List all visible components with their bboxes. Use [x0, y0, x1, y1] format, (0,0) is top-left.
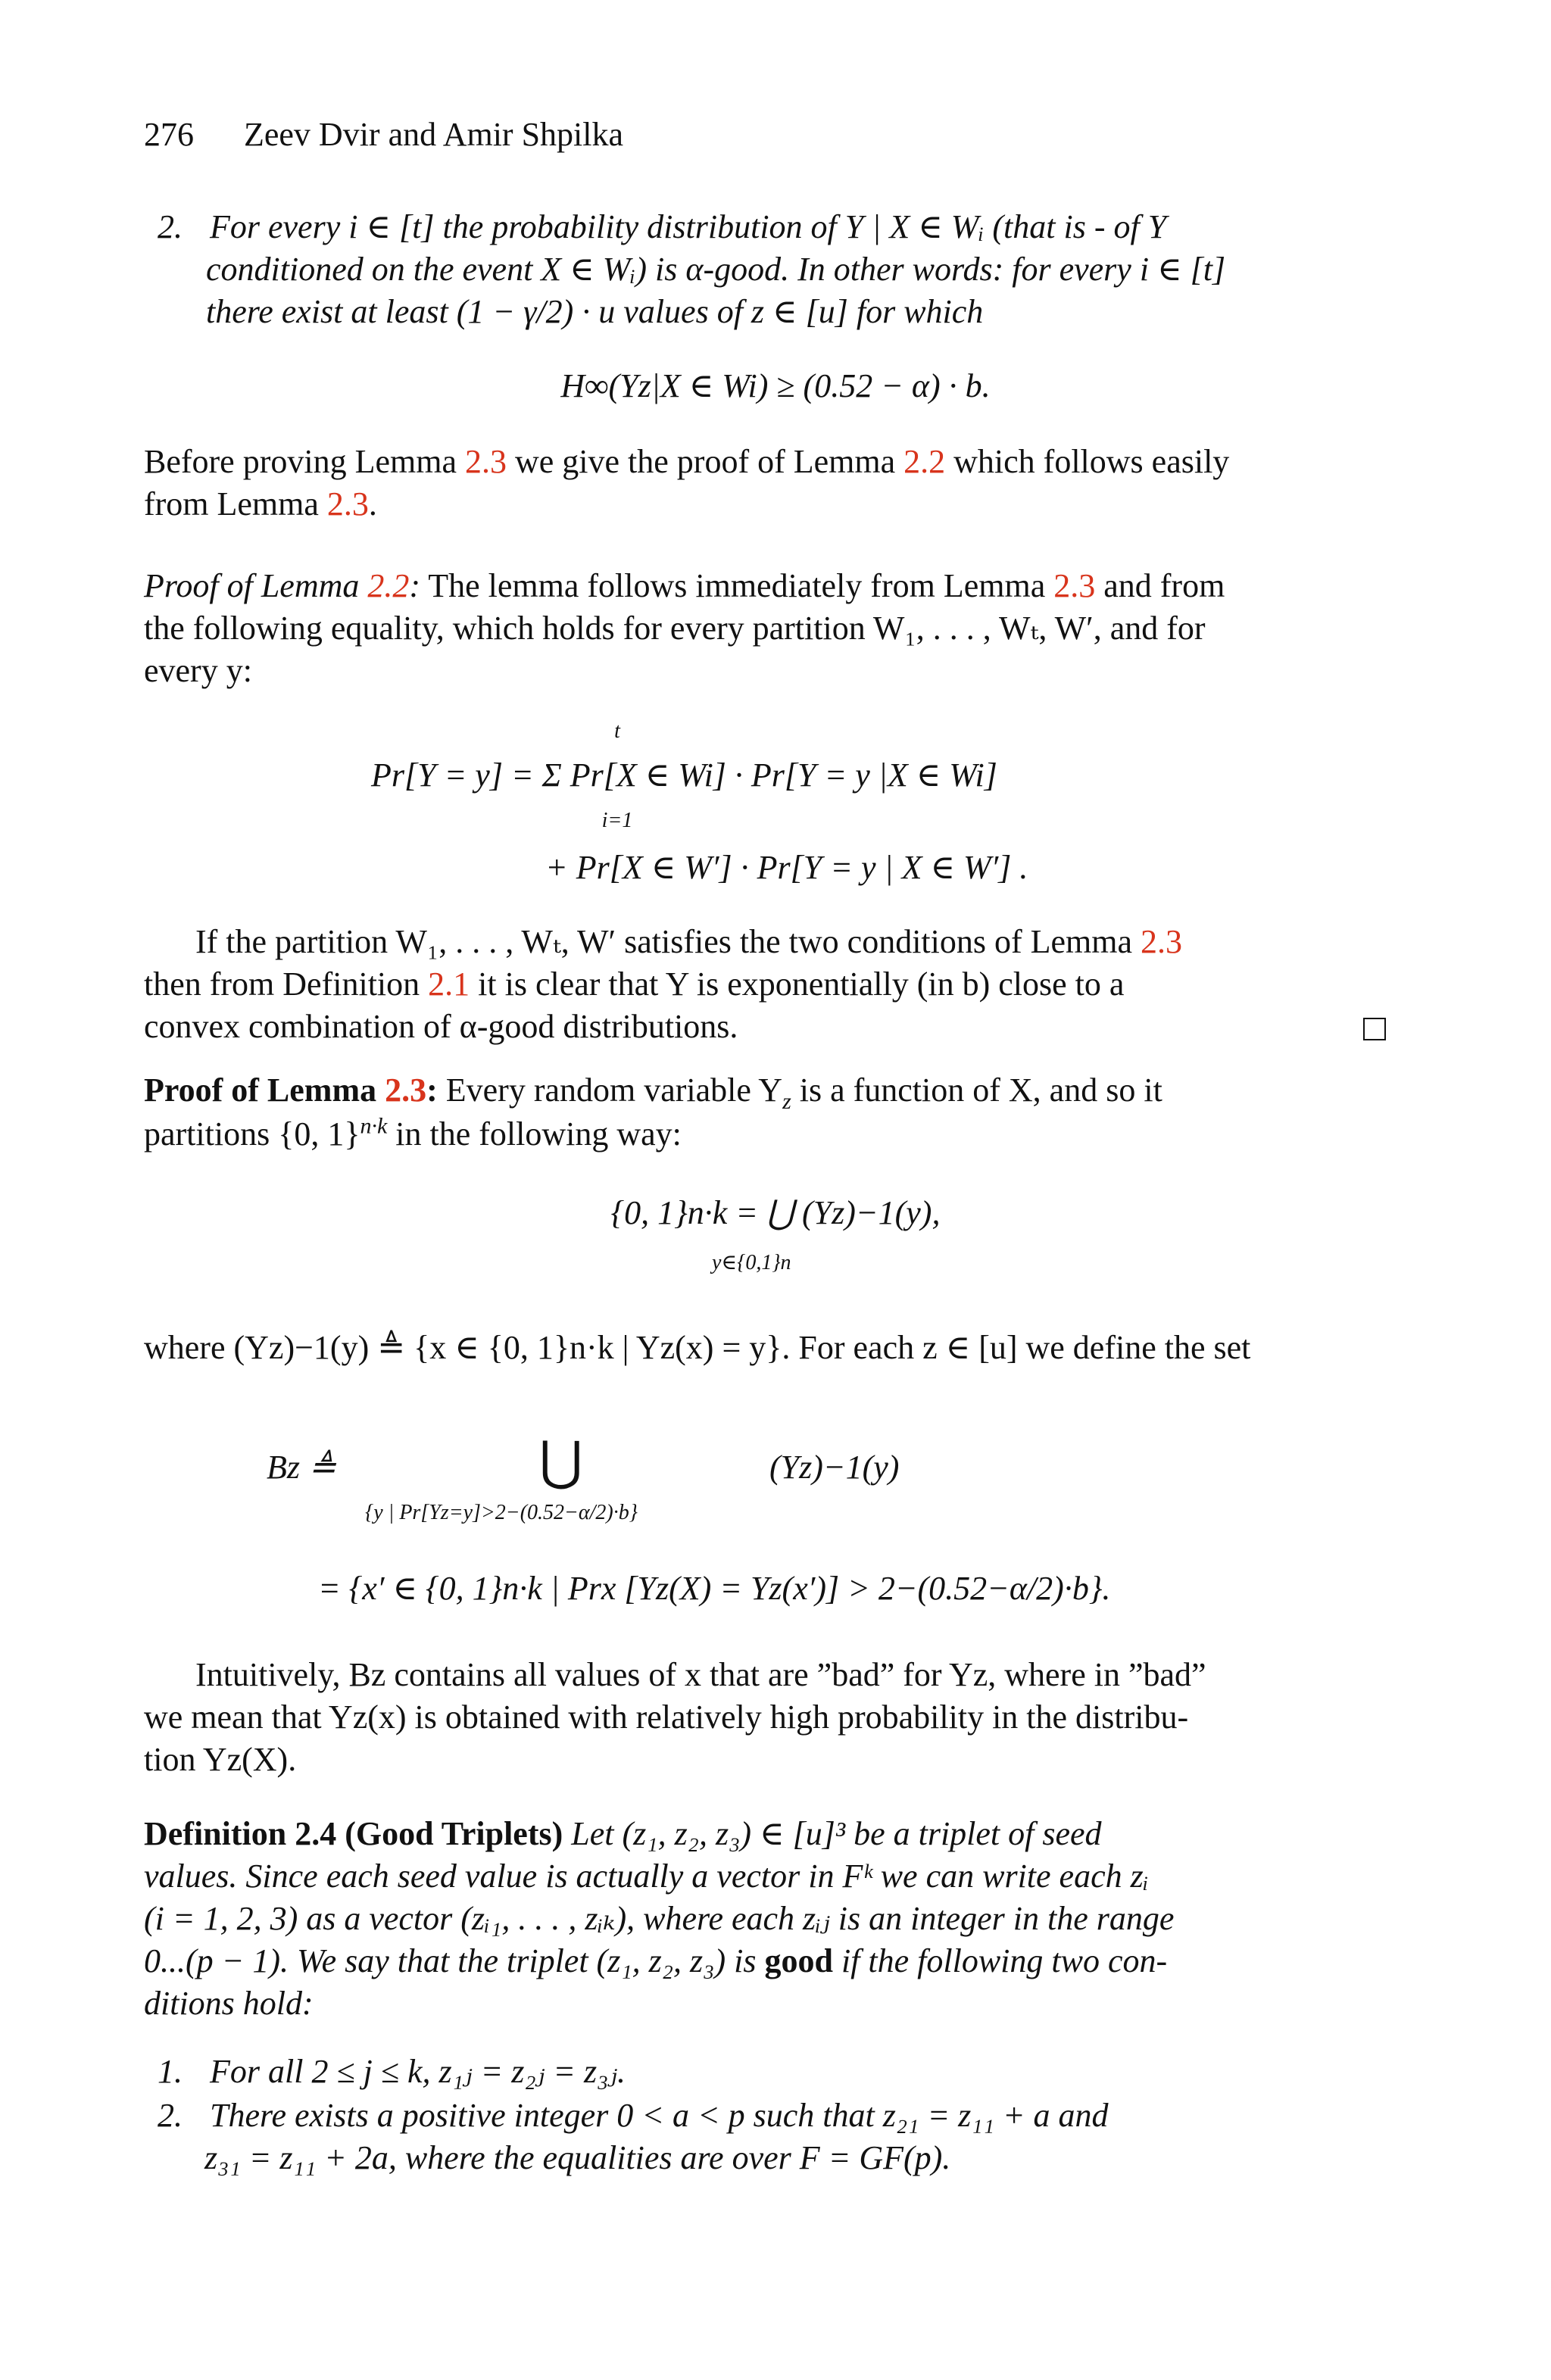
item2-formula	[0, 367, 1551, 405]
text-run: from Lemma	[144, 485, 327, 522]
definition-ref[interactable]: 2.1	[428, 965, 470, 1003]
where-line	[144, 1327, 1386, 1369]
text-run: Let (z₁, z₂, z₃) ∈ [u]³ be a triplet of seed	[571, 1815, 1102, 1852]
lemma-ref[interactable]: 2.3	[326, 485, 369, 522]
text-run: then from Definition	[144, 965, 429, 1003]
text-run: :	[409, 567, 421, 604]
sum-equation-line2: + Pr[X ∈ W′] · Pr[Y = y | X ∈ W′] .	[545, 849, 1028, 886]
sum-equation-line1: Pr[Y = y] = Σ Pr[X ∈ Wi] · Pr[Y = y |X ∈ Wi]	[371, 756, 997, 794]
condition-text: For all 2 ≤ j ≤ k, z₁ⱼ = z₂ⱼ = z₃ⱼ.	[210, 2053, 626, 2090]
partition-line3: convex combination of α-good distributions.	[144, 1008, 738, 1045]
intuition-line2: we mean that Yz(x) is obtained with relatively high probability in the distribu-	[144, 1698, 1189, 1736]
lemma-ref[interactable]: 2.3	[385, 1071, 427, 1109]
before-proving-line1	[144, 441, 1386, 483]
item2-line2: conditioned on the event X ∈ Wᵢ) is α-good. In other words: for every i ∈ [t]	[206, 251, 1226, 288]
text-run: and from	[1095, 567, 1225, 604]
proof23-heading: Proof of Lemma	[144, 1071, 385, 1109]
sum-equation	[371, 719, 1204, 886]
union-equation	[0, 1193, 1551, 1232]
partition-line1	[195, 921, 1437, 963]
qed-square	[1363, 1018, 1386, 1040]
condition-text: There exists a positive integer 0 < a < p such that z₂₁ = z₁₁ + a and	[210, 2097, 1109, 2134]
text-run: it is clear that Y is exponentially (in b) close to a	[470, 965, 1125, 1003]
running-title: Zeev Dvir and Amir Shpilka	[244, 116, 624, 153]
union-subscript: y∈{0,1}n	[712, 1251, 791, 1274]
proof22-heading: Proof of Lemma	[144, 567, 368, 604]
lemma-ref[interactable]: 2.3	[464, 443, 507, 480]
bz-union-index: {y | Pr[Yz=y]>2−(0.52−α/2)·b}	[365, 1501, 638, 1524]
item2-formula-text: H∞(Yz|X ∈ Wi) ≥ (0.52 − α) · b.	[560, 367, 991, 404]
text-run: in the following way:	[387, 1115, 682, 1153]
good-term: good	[764, 1942, 833, 1979]
text-run: if the following two con-	[832, 1942, 1168, 1979]
lemma-ref[interactable]: 2.2	[903, 443, 946, 480]
intuition-line1: Intuitively, Bz contains all values of x that are ”bad” for Yz, where in ”bad”	[195, 1656, 1206, 1693]
condition-number: 2.	[158, 2097, 183, 2134]
running-header	[144, 114, 1386, 156]
definition24-line4	[144, 1940, 1386, 1982]
proof23-line2	[144, 1113, 1386, 1156]
superscript: n·k	[360, 1113, 388, 1139]
text-run: :	[426, 1071, 438, 1109]
text-run: If the partition W₁, . . . , Wₜ, W′ satisfies the two conditions of Lemma	[195, 923, 1141, 960]
condition-number: 1.	[158, 2053, 183, 2090]
sum-lower-limit: i=1	[601, 809, 633, 832]
text-run: The lemma follows immediately from Lemma	[420, 567, 1054, 604]
item2-number: 2.	[158, 208, 183, 245]
definition24-heading: Definition 2.4 (Good Triplets)	[144, 1815, 563, 1852]
subscript-z: z	[782, 1088, 791, 1114]
item2-line3: there exist at least (1 − γ/2) · u values of z ∈ [u] for which	[206, 293, 984, 330]
definition24-line5: ditions hold:	[144, 1985, 314, 2022]
condition-1	[158, 2051, 1400, 2093]
definition24-line2: values. Since each seed value is actually a vector in Fᵏ we can write each zᵢ	[144, 1858, 1149, 1895]
text-run: is a function of X, and so it	[791, 1071, 1162, 1109]
proof22-line3: every y:	[144, 652, 252, 689]
intuition-line3: tion Yz(X).	[144, 1741, 297, 1778]
proof22-line1	[144, 565, 1386, 607]
bz-lhs: Bz ≜	[267, 1449, 336, 1486]
definition24-line3: (i = 1, 2, 3) as a vector (zᵢ₁, . . . , zᵢₖ), where each zᵢⱼ is an integer in the range	[144, 1900, 1175, 1937]
text-run: Every random variable Y	[437, 1071, 783, 1109]
item2-text-1: For every i ∈ [t] the probability distribution of Y | X ∈ Wᵢ (that is - of Y	[210, 208, 1167, 245]
condition-2-line1	[158, 2095, 1400, 2137]
text-run: partitions {0, 1}	[144, 1115, 360, 1153]
item2-line1	[158, 206, 1400, 248]
condition-2-line2: z₃₁ = z₁₁ + 2a, where the equalities are over F = GF(p).	[204, 2139, 951, 2176]
proof23-line1	[144, 1069, 1386, 1112]
definition24-line1	[144, 1813, 1386, 1855]
bz-line2: = {x′ ∈ {0, 1}n·k | Prx [Yz(X) = Yz(x′)] > 2−(0.52−α/2)·b}.	[318, 1570, 1111, 1607]
text-run: where (Yz)−1(y) ≜ {x ∈ {0, 1}n·k | Yz(x) = y}. For each z ∈ [u] we define the set	[144, 1329, 1251, 1366]
text-run: which follows easily	[945, 443, 1230, 480]
big-union-symbol: ⋃	[539, 1433, 583, 1491]
before-proving-line2	[144, 483, 1386, 526]
partition-line2	[144, 963, 1386, 1006]
sum-upper-limit: t	[614, 719, 620, 743]
text-run: 0...(p − 1). We say that the triplet (z₁, z₂, z₃) is	[144, 1942, 765, 1979]
page-number: 276	[144, 116, 194, 153]
union-equation-text: {0, 1}n·k = ⋃ (Yz)−1(y),	[610, 1194, 941, 1231]
proof22-line2: the following equality, which holds for every partition W₁, . . . , Wₜ, W′, and for	[144, 610, 1206, 647]
lemma-ref[interactable]: 2.3	[1141, 923, 1183, 960]
lemma-ref[interactable]: 2.3	[1053, 567, 1096, 604]
text-run: Before proving Lemma	[144, 443, 465, 480]
lemma-ref[interactable]: 2.2	[367, 567, 410, 604]
text-run: .	[368, 485, 377, 522]
bz-rhs: (Yz)−1(y)	[769, 1449, 900, 1486]
text-run: we give the proof of Lemma	[506, 443, 904, 480]
